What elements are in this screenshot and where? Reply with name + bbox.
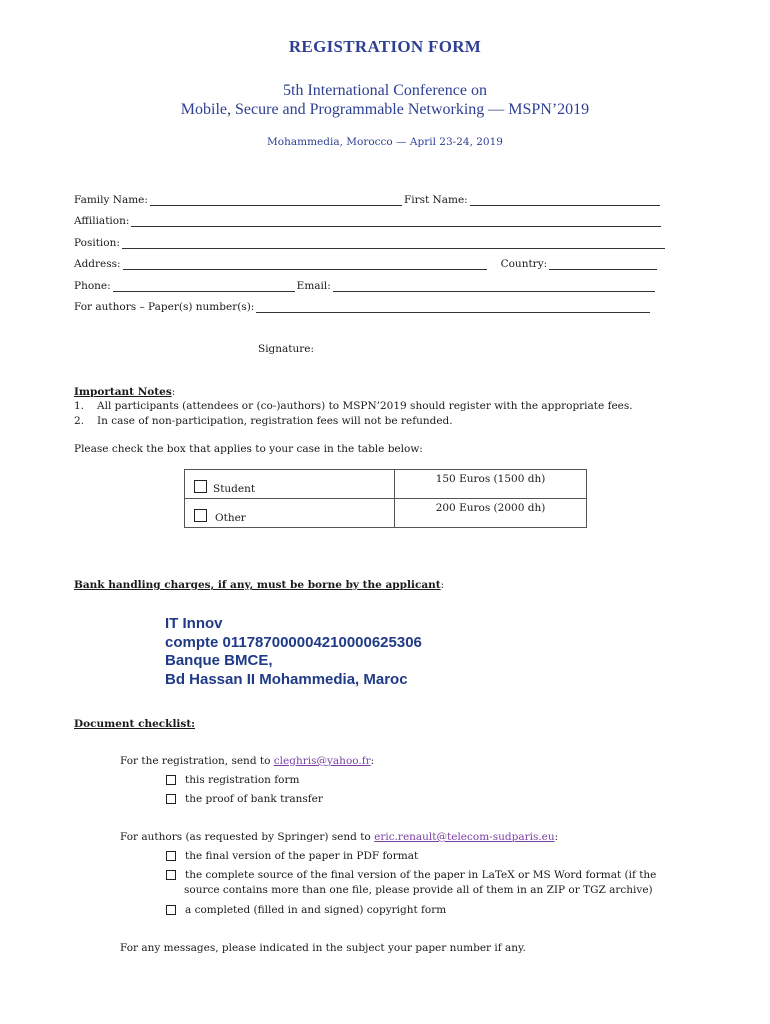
checklist-item-continuation: source contains more than one file, please provide all of them in an ZIP or TGZ archive) [184, 884, 653, 896]
checklist-item: this registration form [166, 774, 299, 786]
paper-numbers-label: For authors – Paper(s) number(s): [74, 301, 255, 313]
checklist-item: the proof of bank transfer [166, 793, 323, 805]
position-label: Position: [74, 237, 120, 249]
student-checkbox[interactable] [194, 480, 207, 493]
conference-name-line2: Mobile, Secure and Programmable Networking — MSPN’2019 [180, 101, 590, 118]
other-label: Other [215, 512, 246, 524]
checklist-item: a completed (filled in and signed) copyright form [166, 904, 446, 916]
paper-numbers-row [74, 301, 652, 313]
other-checkbox[interactable] [194, 509, 207, 522]
other-price-cell [395, 499, 587, 528]
authors-email-link[interactable]: eric.renault@telecom-sudparis.eu [374, 831, 555, 843]
address-input[interactable] [123, 259, 487, 270]
note-item: 1. All participants (attendees or (co-)authors) to MSPN’2019 should register with the appropriate fees. [74, 400, 633, 412]
checkbox-icon[interactable] [166, 851, 176, 861]
family-name-input[interactable] [150, 195, 402, 206]
student-price: 150 Euros (1500 dh) [435, 473, 546, 485]
location-date: Mohammedia, Morocco — April 23-24, 2019 [267, 136, 503, 148]
checkbox-icon[interactable] [166, 794, 176, 804]
table-row [185, 499, 587, 528]
first-name-label: First Name: [403, 194, 468, 206]
student-price-cell [395, 470, 587, 499]
affiliation-row [74, 215, 663, 227]
family-name-row [74, 194, 662, 206]
checklist-item: the complete source of the final version of the paper in LaTeX or MS Word format (if the [166, 869, 656, 881]
checkbox-icon[interactable] [166, 775, 176, 785]
bank-charges-note: Bank handling charges, if any, must be borne by the applicant: [74, 579, 445, 591]
checkbox-icon[interactable] [166, 870, 176, 880]
bank-address: Bd Hassan II Mohammedia, Maroc [165, 670, 408, 688]
address-label: Address: [74, 258, 121, 270]
phone-input[interactable] [113, 281, 295, 292]
phone-row [74, 280, 657, 292]
important-notes-heading: Important Notes: [74, 386, 176, 398]
country-label: Country: [500, 258, 548, 270]
bank-details [165, 615, 422, 689]
bank-account-holder: IT Innov [165, 615, 223, 632]
affiliation-input[interactable] [131, 216, 661, 227]
email-label: Email: [296, 280, 331, 292]
student-label: Student [213, 483, 256, 495]
country-input[interactable] [549, 259, 657, 270]
signature-label: Signature: [258, 343, 315, 355]
address-row [74, 258, 659, 270]
checkbox-icon[interactable] [166, 905, 176, 915]
messages-note: For any messages, please indicated in the subject your paper number if any. [120, 942, 526, 954]
phone-label: Phone: [74, 280, 111, 292]
student-cell [185, 470, 395, 499]
check-instruction: Please check the box that applies to your case in the table below: [74, 443, 423, 455]
other-price: 200 Euros (2000 dh) [435, 502, 546, 514]
registration-email-link[interactable]: cleghris@yahoo.fr [273, 755, 371, 767]
other-cell [185, 499, 395, 528]
affiliation-label: Affiliation: [74, 215, 130, 227]
authors-send-line: For authors (as requested by Springer) send to eric.renault@telecom-sudparis.eu: [120, 831, 559, 843]
checklist-item: the final version of the paper in PDF format [166, 850, 418, 862]
position-input[interactable] [122, 238, 665, 249]
note-item: 2. In case of non-participation, registration fees will not be refunded. [74, 415, 453, 427]
first-name-input[interactable] [470, 195, 660, 206]
page-title: REGISTRATION FORM [288, 37, 482, 56]
email-input[interactable] [333, 281, 655, 292]
bank-account-number: compte 011787000004210000625306 [165, 633, 422, 651]
checklist-heading: Document checklist: [74, 718, 196, 730]
registration-send-line: For the registration, send to cleghris@yahoo.fr: [120, 755, 375, 767]
fees-table [184, 469, 587, 528]
paper-numbers-input[interactable] [256, 302, 650, 313]
table-row [185, 470, 587, 499]
bank-name: Banque BMCE, [165, 652, 273, 669]
conference-name-line1: 5th International Conference on [283, 82, 487, 99]
position-row [74, 237, 667, 249]
family-name-label: Family Name: [74, 194, 148, 206]
